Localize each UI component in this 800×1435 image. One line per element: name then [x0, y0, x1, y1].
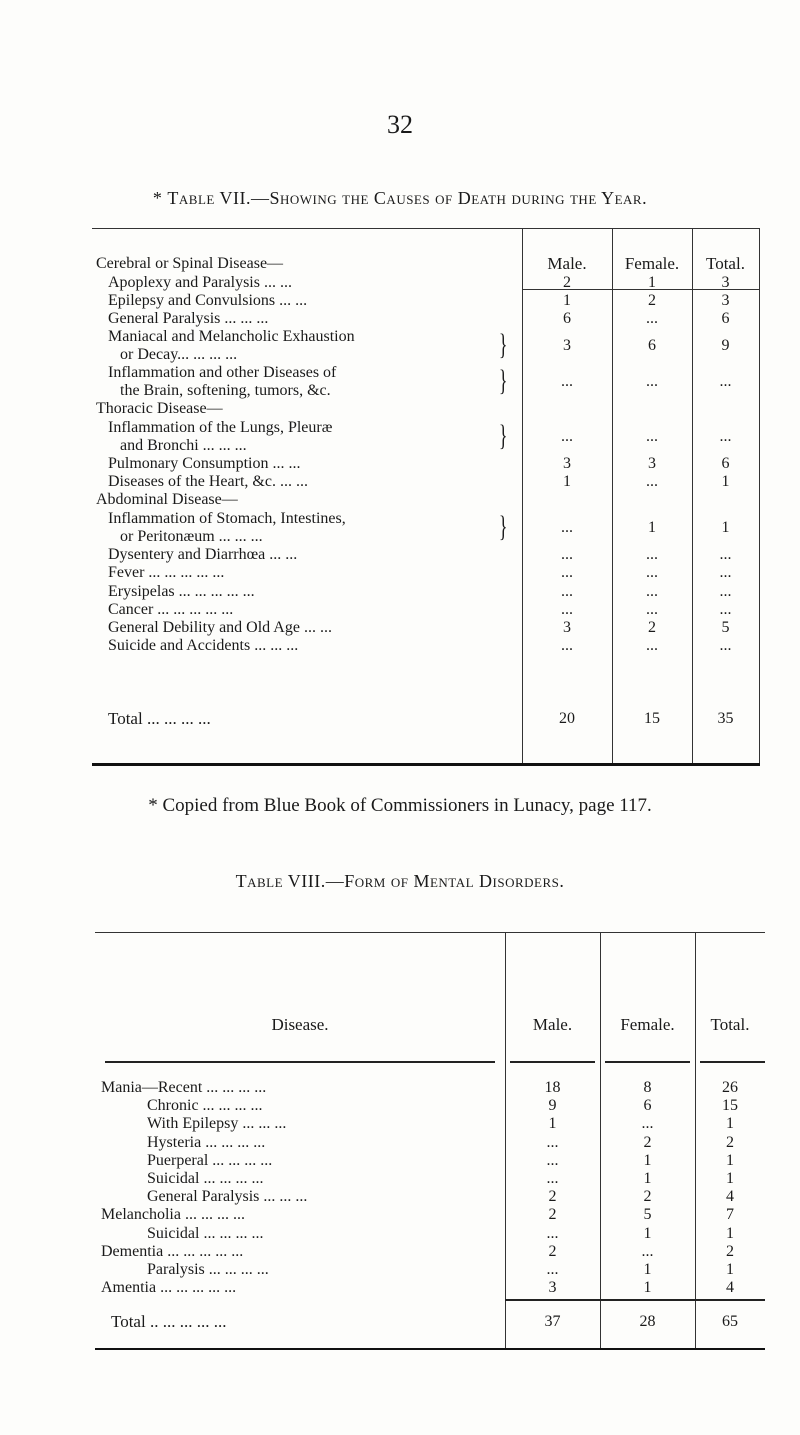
table7-cell-total: ...	[719, 583, 732, 600]
table8-cell-total: 1	[726, 1115, 734, 1133]
table8-header-total: Total.	[710, 1015, 750, 1034]
table7-total-label: Total ... ... ... ...	[108, 709, 211, 728]
table7-cell-male: 3	[563, 619, 571, 636]
table8-total-male: 37	[544, 1313, 561, 1330]
table8-row-label: Suicidal ... ... ... ...	[147, 1170, 264, 1187]
table8-header-male: Male.	[532, 1015, 573, 1034]
table8-cell-female: 1	[643, 1279, 652, 1297]
table8-total-rule	[505, 1299, 765, 1301]
table7-row-label: Inflammation of Stomach, Intestines,	[108, 510, 346, 527]
table8-cell-female: 2	[643, 1133, 652, 1151]
table8-row-label: Suicidal ... ... ... ...	[147, 1224, 264, 1242]
table7-row-label-cont: or Peritonæum ... ... ...	[120, 528, 263, 545]
table8-row-label: Melancholia ... ... ... ...	[101, 1206, 245, 1224]
table7-row-label: Inflammation of the Lungs, Pleuræ	[108, 419, 333, 436]
table8-cell-male: ...	[546, 1170, 559, 1187]
table8	[95, 932, 765, 1350]
table8-cell-female: 2	[643, 1188, 652, 1206]
table7-cell-total: 3	[721, 292, 730, 309]
table7-cell-male: ...	[561, 601, 573, 618]
table8-header-female: Female.	[620, 1015, 675, 1034]
table8-row-label: Dementia ... ... ... ... ...	[101, 1242, 244, 1260]
table7-total-total: 35	[717, 710, 734, 727]
table7-row-label: Pulmonary Consumption ... ...	[108, 455, 301, 472]
table7-cell-female: ...	[646, 637, 658, 654]
table8-cell-male: 9	[548, 1097, 557, 1115]
table7-cell-female: 1	[648, 519, 656, 536]
table7-cell-male: 1	[563, 473, 571, 490]
table8-row-label: Mania—Recent ... ... ... ...	[101, 1079, 267, 1096]
table8-header-disease: Disease.	[271, 1015, 329, 1034]
table8-cell-male: ...	[546, 1133, 559, 1151]
table7-cell-total: ...	[719, 601, 732, 618]
table7-total-female: 15	[644, 710, 660, 727]
table7-cell-male: ...	[561, 519, 573, 536]
table7-cell-female: ...	[646, 564, 658, 581]
table7-cell-total: ...	[719, 546, 732, 563]
table8-cell-total: 4	[726, 1279, 734, 1297]
table7-cell-total: ...	[719, 637, 732, 654]
table7-cell-male: ...	[561, 546, 573, 563]
table7-header-female: Female.	[624, 254, 680, 273]
table7-cell-female: 3	[648, 455, 656, 472]
table7-cell-total: 9	[721, 337, 730, 354]
table7-title-marker: *	[152, 188, 168, 208]
brace-glyph: }	[498, 364, 508, 397]
table8-row-label: Amentia ... ... ... ... ...	[101, 1279, 237, 1297]
table7-divider	[759, 229, 760, 763]
table7-cell-female: 1	[648, 274, 656, 291]
table7-row-label: Erysipelas ... ... ... ... ...	[108, 583, 255, 600]
table7-cell-male: ...	[561, 428, 573, 445]
table8-cell-male: ...	[546, 1224, 559, 1242]
table8-cell-female: 8	[643, 1079, 652, 1096]
table8-cell-total: 7	[726, 1206, 734, 1224]
table7-row-label-cont: and Bronchi ... ... ...	[120, 437, 247, 454]
table7-title	[0, 188, 800, 209]
table7-cell-total: ...	[719, 373, 732, 390]
table8-header-rule	[605, 1061, 690, 1063]
table7-cell-total: 6	[721, 455, 730, 472]
table7-cell-female: 2	[648, 292, 656, 309]
table8-total-total: 65	[722, 1313, 738, 1330]
table8-title-text: Table VIII.—Form of Mental Disorders.	[235, 871, 565, 891]
table8-title	[0, 871, 800, 892]
table7-row-label: Epilepsy and Convulsions ... ...	[108, 292, 308, 309]
table7	[92, 228, 760, 766]
table7-cell-female: ...	[646, 428, 658, 445]
table8-header-rule	[700, 1061, 765, 1063]
table8-cell-male: 2	[548, 1188, 557, 1206]
table7-cell-female: ...	[646, 601, 658, 618]
table7-row-label: Abdominal Disease—	[96, 491, 238, 508]
table8-cell-male: 18	[544, 1079, 561, 1096]
table8-cell-female: ...	[641, 1242, 654, 1260]
table8-cell-male: 3	[548, 1279, 557, 1297]
table8-header-rule	[510, 1061, 595, 1063]
table7-cell-female: ...	[646, 373, 658, 390]
table8-cell-total: 1	[726, 1151, 734, 1169]
table7-row-label: Cerebral or Spinal Disease—	[96, 255, 284, 272]
table8-header-rule	[105, 1061, 495, 1063]
table7-cell-male: 6	[563, 310, 571, 327]
table8-total-label: Total .. ... ... ... ...	[111, 1312, 227, 1331]
table7-row-label: Dysentery and Diarrhœa ... ...	[108, 546, 298, 563]
table7-cell-female: ...	[646, 583, 658, 600]
table7-total-male: 20	[559, 710, 575, 727]
table7-row-label: Thoracic Disease—	[96, 400, 223, 417]
brace-glyph: }	[498, 510, 508, 543]
table7-row-label-cont: the Brain, softening, tumors, &c.	[120, 382, 331, 399]
table7-cell-male: 3	[563, 337, 571, 354]
table7-cell-total: 6	[721, 310, 730, 327]
table8-row-label: Paralysis ... ... ... ...	[147, 1261, 269, 1278]
table7-cell-male: 3	[563, 455, 571, 472]
table7-cell-female: ...	[646, 546, 658, 563]
table7-row-label: Diseases of the Heart, &c. ... ...	[108, 473, 308, 490]
table8-row-label: With Epilepsy ... ... ...	[147, 1115, 287, 1133]
table7-row-label-cont: or Decay... ... ... ...	[120, 346, 238, 363]
table7-cell-female: 6	[648, 337, 656, 354]
table7-cell-total: 3	[721, 274, 730, 291]
table8-cell-male: ...	[546, 1261, 559, 1278]
brace-glyph: }	[498, 419, 508, 452]
table7-header-total: Total.	[706, 254, 745, 273]
table8-cell-male: 2	[548, 1242, 557, 1260]
table8-row-label: General Paralysis ... ... ...	[147, 1188, 308, 1206]
table8-row-label: Chronic ... ... ... ...	[147, 1097, 263, 1115]
table8-cell-male: 1	[548, 1115, 557, 1133]
table8-cell-total: 15	[722, 1097, 738, 1115]
table7-cell-male: ...	[561, 564, 573, 581]
table8-cell-female: 1	[643, 1224, 652, 1242]
table8-cell-male: ...	[546, 1151, 559, 1169]
table7-cell-total: ...	[719, 428, 732, 445]
table8-cell-total: 4	[726, 1188, 734, 1206]
table8-cell-female: 1	[643, 1261, 652, 1278]
table7-cell-male: ...	[561, 637, 573, 654]
table8-row-label: Puerperal ... ... ... ...	[147, 1151, 273, 1169]
table7-cell-total: 5	[721, 619, 730, 636]
table8-cell-female: ...	[641, 1115, 654, 1133]
table7-row-label: Inflammation and other Diseases of	[108, 364, 337, 381]
table7-cell-female: ...	[646, 473, 658, 490]
table7-row-label: Fever ... ... ... ... ...	[108, 564, 225, 581]
table7-row-label: General Paralysis ... ... ...	[108, 310, 269, 327]
table8-cell-total: 1	[726, 1170, 734, 1187]
table8-cell-total: 1	[726, 1261, 734, 1278]
table7-cell-total: ...	[719, 564, 732, 581]
table8-cell-total: 2	[726, 1242, 734, 1260]
table8-cell-total: 2	[726, 1133, 734, 1151]
table8-total-female: 28	[639, 1313, 656, 1330]
table7-row-label: Apoplexy and Paralysis ... ...	[108, 274, 292, 291]
table8-row-label: Hysteria ... ... ... ...	[147, 1133, 266, 1151]
brace-glyph: }	[498, 328, 508, 361]
table7-title-text: Table VII.—Showing the Causes of Death during the Year.	[167, 188, 648, 208]
table7-cell-male: 2	[563, 274, 571, 291]
page-number: 32	[387, 110, 413, 139]
table7-cell-male: 1	[563, 292, 571, 309]
table7-cell-total: 1	[721, 473, 730, 490]
table7-row-label: Maniacal and Melancholic Exhaustion	[108, 328, 355, 345]
table8-cell-male: 2	[548, 1206, 557, 1224]
table7-cell-male: ...	[561, 583, 573, 600]
table8-cell-total: 1	[726, 1224, 734, 1242]
table8-cell-female: 1	[643, 1170, 652, 1187]
table7-cell-female: 2	[648, 619, 656, 636]
table7-cell-male: ...	[561, 373, 573, 390]
table7-cell-female: ...	[646, 310, 658, 327]
table8-cell-female: 1	[643, 1151, 652, 1169]
table7-row-label: General Debility and Old Age ... ...	[108, 619, 332, 636]
table7-row-label: Suicide and Accidents ... ... ...	[108, 637, 299, 654]
footnote: * Copied from Blue Book of Commissioners in Lunacy, page 117.	[148, 795, 652, 816]
table8-cell-total: 26	[722, 1079, 738, 1096]
table8-cell-female: 5	[643, 1206, 652, 1224]
table8-cell-female: 6	[643, 1097, 652, 1115]
table7-row-label: Cancer ... ... ... ... ...	[108, 601, 234, 618]
table7-cell-total: 1	[721, 519, 730, 536]
table7-header-male: Male.	[547, 254, 587, 273]
